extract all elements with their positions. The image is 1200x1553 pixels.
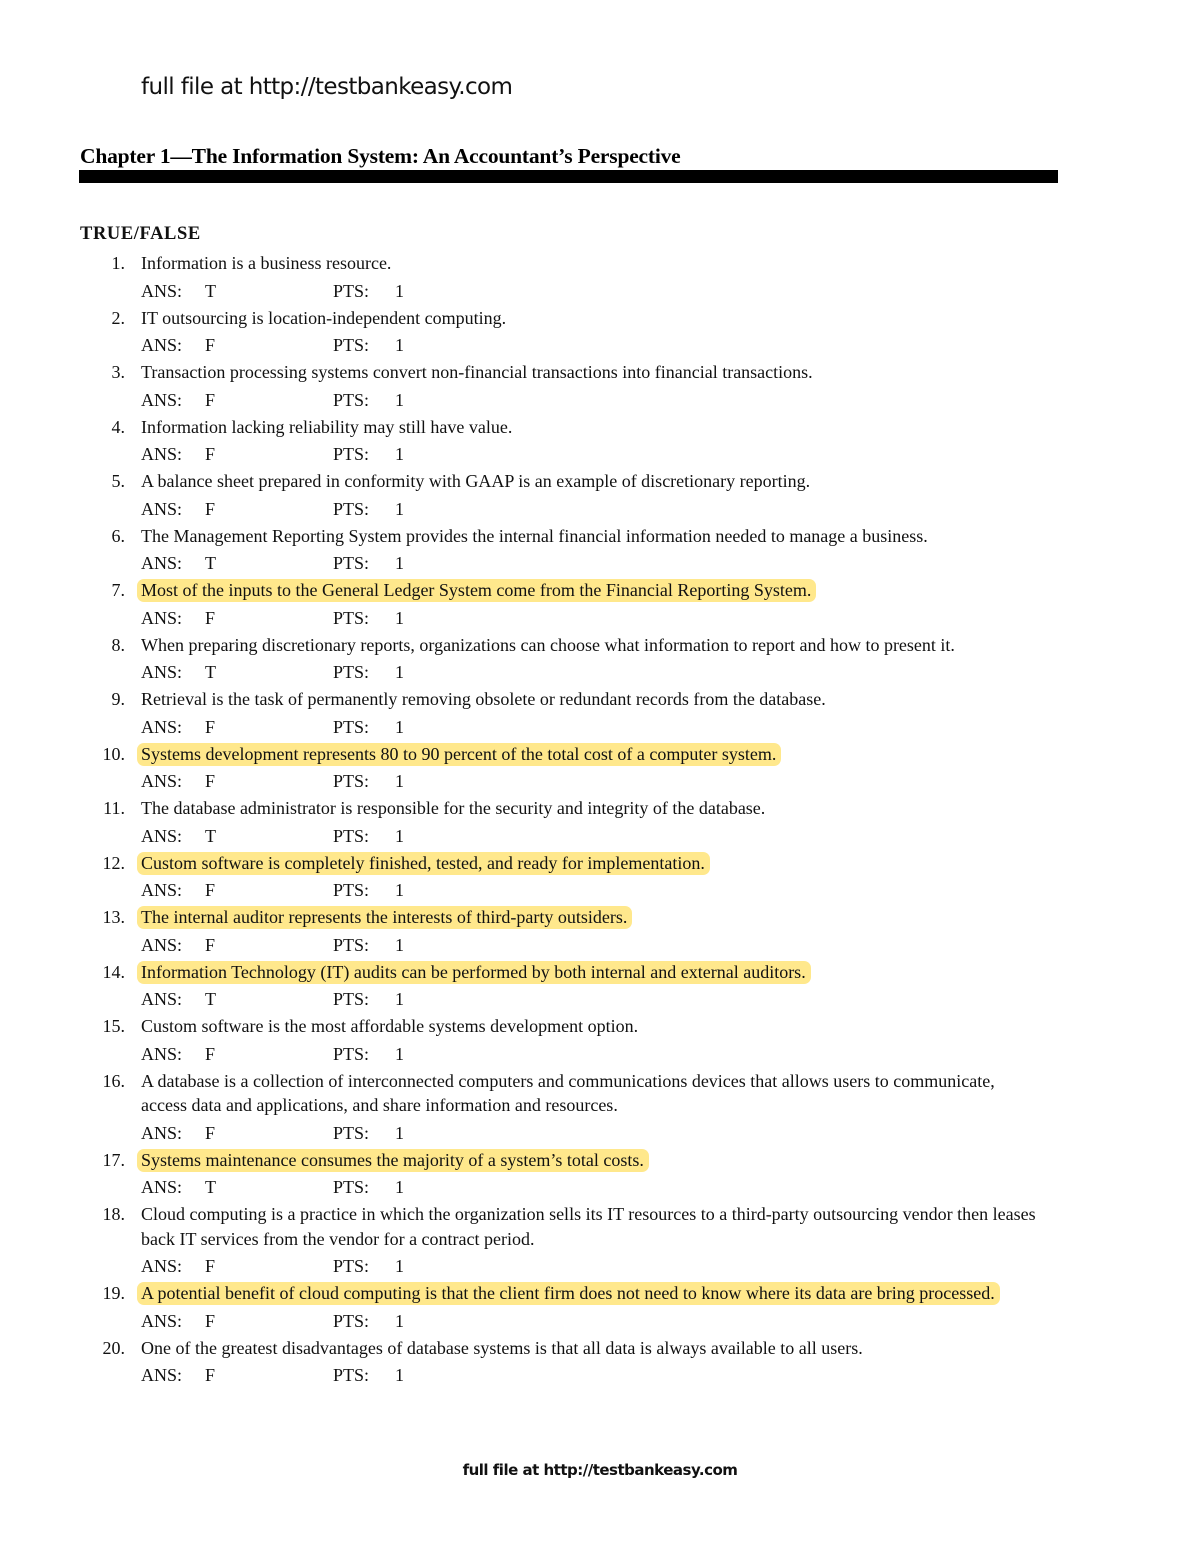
question-item-18 bbox=[0, 1202, 1200, 1281]
question-text: Transaction processing systems convert non-financial transactions into financial transactions. bbox=[141, 362, 813, 382]
question-number: 18. bbox=[102, 1204, 125, 1224]
question-item-8 bbox=[0, 633, 1200, 688]
answer-label: ANS: bbox=[141, 1310, 183, 1331]
answer-row bbox=[141, 1251, 1200, 1281]
points-label: PTS: bbox=[333, 825, 370, 846]
question-item-19 bbox=[0, 1281, 1200, 1336]
answer-value: F bbox=[205, 498, 216, 519]
points-label: PTS: bbox=[333, 280, 370, 301]
question-text: IT outsourcing is location-independent computing. bbox=[141, 307, 507, 328]
answer-row bbox=[141, 766, 1200, 796]
highlighted-text: The internal auditor represents the interests of third-party outsiders. bbox=[137, 906, 632, 929]
points-value: 1 bbox=[395, 880, 404, 900]
answer-value: T bbox=[205, 662, 216, 682]
answer-row bbox=[141, 1039, 1200, 1069]
points-value: 1 bbox=[395, 335, 404, 355]
question-number: 14. bbox=[102, 961, 125, 982]
points-label: PTS: bbox=[333, 444, 370, 464]
points-value: 1 bbox=[395, 662, 404, 682]
points-label: PTS: bbox=[333, 716, 370, 737]
points-label: PTS: bbox=[333, 553, 370, 573]
answer-value: T bbox=[205, 825, 216, 846]
answer-value: F bbox=[205, 1043, 216, 1064]
answer-row bbox=[141, 494, 1200, 524]
answer-row bbox=[141, 548, 1200, 578]
points-value: 1 bbox=[395, 989, 404, 1009]
question-text bbox=[141, 578, 1041, 603]
points-label: PTS: bbox=[333, 607, 370, 628]
question-text bbox=[141, 960, 1041, 985]
points-value: 1 bbox=[395, 607, 404, 628]
points-label: PTS: bbox=[333, 1043, 370, 1064]
answer-row bbox=[141, 984, 1200, 1014]
question-item-11 bbox=[0, 796, 1200, 851]
question-text: One of the greatest disadvantages of database systems is that all data is always available to all users. bbox=[141, 1337, 863, 1358]
question-number: 1. bbox=[111, 253, 125, 273]
answer-value: F bbox=[205, 716, 216, 737]
question-number: 5. bbox=[111, 471, 125, 491]
footer-link[interactable]: full file at http://testbankeasy.com bbox=[462, 1461, 738, 1479]
answer-value: F bbox=[205, 389, 216, 410]
points-value: 1 bbox=[395, 1122, 404, 1143]
answer-row bbox=[141, 330, 1200, 360]
answer-value: T bbox=[205, 553, 216, 573]
question-item-6 bbox=[0, 524, 1200, 579]
question-number: 20. bbox=[102, 1337, 125, 1358]
question-item-9 bbox=[0, 687, 1200, 742]
points-label: PTS: bbox=[333, 989, 370, 1009]
highlighted-text: Information Technology (IT) audits can be performed by both internal and external auditors. bbox=[137, 961, 811, 984]
highlighted-text: Custom software is completely finished, tested, and ready for implementation. bbox=[137, 852, 710, 875]
points-label: PTS: bbox=[333, 771, 370, 791]
question-item-20 bbox=[0, 1336, 1200, 1391]
question-text: When preparing discretionary reports, organizations can choose what information to report and how to present it. bbox=[141, 634, 955, 655]
answer-label: ANS: bbox=[141, 498, 183, 519]
points-value: 1 bbox=[395, 934, 404, 955]
answer-value: F bbox=[205, 444, 216, 464]
points-value: 1 bbox=[395, 553, 404, 573]
points-label: PTS: bbox=[333, 880, 370, 900]
question-number: 2. bbox=[111, 307, 125, 328]
highlighted-text: Systems development represents 80 to 90 percent of the total cost of a computer system. bbox=[137, 743, 781, 766]
answer-value: F bbox=[205, 607, 216, 628]
points-label: PTS: bbox=[333, 1177, 370, 1197]
answer-value: F bbox=[205, 934, 216, 955]
question-number: 13. bbox=[102, 907, 125, 927]
question-item-7 bbox=[0, 578, 1200, 633]
question-text bbox=[141, 742, 1041, 767]
points-label: PTS: bbox=[333, 1310, 370, 1331]
answer-value: T bbox=[205, 989, 216, 1009]
answer-value: T bbox=[205, 280, 216, 301]
question-item-14 bbox=[0, 960, 1200, 1015]
question-text bbox=[141, 905, 1041, 930]
question-number: 3. bbox=[111, 362, 125, 382]
question-number: 19. bbox=[102, 1283, 125, 1303]
answer-label: ANS: bbox=[141, 1256, 183, 1276]
answer-label: ANS: bbox=[141, 335, 183, 355]
question-item-12 bbox=[0, 851, 1200, 906]
answer-label: ANS: bbox=[141, 771, 183, 791]
highlighted-text: Systems maintenance consumes the majority of a system’s total costs. bbox=[137, 1149, 649, 1172]
question-text bbox=[141, 1148, 1041, 1173]
points-value: 1 bbox=[395, 716, 404, 737]
points-label: PTS: bbox=[333, 662, 370, 682]
answer-label: ANS: bbox=[141, 1122, 183, 1143]
answer-row bbox=[141, 1118, 1200, 1148]
question-text: Information lacking reliability may still have value. bbox=[141, 416, 513, 437]
answer-label: ANS: bbox=[141, 553, 183, 573]
question-item-15 bbox=[0, 1014, 1200, 1069]
header-link[interactable]: full file at http://testbankeasy.com bbox=[141, 74, 513, 100]
answer-row bbox=[141, 875, 1200, 905]
section-heading: TRUE/FALSE bbox=[80, 224, 201, 244]
answer-label: ANS: bbox=[141, 607, 183, 628]
question-item-4 bbox=[0, 415, 1200, 470]
answer-row bbox=[141, 657, 1200, 687]
question-item-13 bbox=[0, 905, 1200, 960]
question-text: The database administrator is responsible for the security and integrity of the database. bbox=[141, 798, 766, 818]
question-number: 10. bbox=[102, 743, 125, 764]
points-label: PTS: bbox=[333, 335, 370, 355]
answer-row bbox=[141, 1306, 1200, 1336]
answer-label: ANS: bbox=[141, 825, 183, 846]
answer-value: F bbox=[205, 1310, 216, 1331]
points-label: PTS: bbox=[333, 1365, 370, 1385]
points-label: PTS: bbox=[333, 1256, 370, 1276]
points-value: 1 bbox=[395, 389, 404, 410]
answer-value: F bbox=[205, 1256, 216, 1276]
title-rule bbox=[79, 170, 1058, 183]
question-list bbox=[0, 251, 1200, 1390]
question-number: 6. bbox=[111, 525, 125, 546]
answer-row bbox=[141, 1172, 1200, 1202]
question-number: 15. bbox=[102, 1016, 125, 1036]
answer-label: ANS: bbox=[141, 934, 183, 955]
answer-value: T bbox=[205, 1177, 216, 1197]
question-text: The Management Reporting System provides the internal financial information needed to manage a business. bbox=[141, 525, 928, 546]
points-value: 1 bbox=[395, 1043, 404, 1064]
question-number: 16. bbox=[102, 1070, 125, 1091]
answer-row bbox=[141, 439, 1200, 469]
answer-label: ANS: bbox=[141, 1043, 183, 1064]
question-item-3 bbox=[0, 360, 1200, 415]
question-text: Custom software is the most affordable systems development option. bbox=[141, 1016, 639, 1036]
answer-row bbox=[141, 1360, 1200, 1390]
answer-label: ANS: bbox=[141, 1365, 183, 1385]
question-item-5 bbox=[0, 469, 1200, 524]
answer-label: ANS: bbox=[141, 389, 183, 410]
answer-value: F bbox=[205, 1365, 216, 1385]
answer-row bbox=[141, 930, 1200, 960]
question-text: Information is a business resource. bbox=[141, 253, 392, 273]
answer-row bbox=[141, 276, 1200, 306]
chapter-title: Chapter 1—The Information System: An Accountant’s Perspective bbox=[80, 144, 681, 168]
question-number: 4. bbox=[111, 416, 125, 437]
question-number: 12. bbox=[102, 852, 125, 873]
question-number: 17. bbox=[102, 1149, 125, 1170]
answer-label: ANS: bbox=[141, 444, 183, 464]
points-value: 1 bbox=[395, 498, 404, 519]
question-number: 9. bbox=[111, 689, 125, 709]
answer-value: F bbox=[205, 880, 216, 900]
points-label: PTS: bbox=[333, 1122, 370, 1143]
answer-value: F bbox=[205, 1122, 216, 1143]
points-label: PTS: bbox=[333, 498, 370, 519]
question-item-16 bbox=[0, 1069, 1200, 1148]
points-value: 1 bbox=[395, 1256, 404, 1276]
answer-label: ANS: bbox=[141, 716, 183, 737]
highlighted-text: Most of the inputs to the General Ledger System come from the Financial Reporting System. bbox=[137, 579, 816, 602]
question-text: Cloud computing is a practice in which the organization sells its IT resources to a third-party outsourcing vendor then leases back IT services from the vendor for a contract period. bbox=[141, 1204, 1036, 1249]
answer-label: ANS: bbox=[141, 989, 183, 1009]
question-text: A balance sheet prepared in conformity with GAAP is an example of discretionary reporting. bbox=[141, 471, 811, 491]
question-number: 11. bbox=[103, 798, 125, 818]
question-text bbox=[141, 851, 1041, 876]
answer-row bbox=[141, 821, 1200, 851]
question-number: 8. bbox=[111, 634, 125, 655]
answer-row bbox=[141, 712, 1200, 742]
question-text: A database is a collection of interconnected computers and communications devices that allows users to communicate, access data and applications, and share information and resources. bbox=[141, 1070, 995, 1115]
question-number: 7. bbox=[111, 580, 125, 600]
answer-value: F bbox=[205, 335, 216, 355]
points-value: 1 bbox=[395, 280, 404, 301]
answer-row bbox=[141, 385, 1200, 415]
points-value: 1 bbox=[395, 771, 404, 791]
points-value: 1 bbox=[395, 825, 404, 846]
question-item-17 bbox=[0, 1148, 1200, 1203]
answer-label: ANS: bbox=[141, 662, 183, 682]
question-item-2 bbox=[0, 306, 1200, 361]
answer-row bbox=[141, 603, 1200, 633]
points-value: 1 bbox=[395, 1365, 404, 1385]
points-value: 1 bbox=[395, 1310, 404, 1331]
question-item-10 bbox=[0, 742, 1200, 797]
question-text: Retrieval is the task of permanently removing obsolete or redundant records from the database. bbox=[141, 689, 826, 709]
points-label: PTS: bbox=[333, 389, 370, 410]
points-value: 1 bbox=[395, 1177, 404, 1197]
points-label: PTS: bbox=[333, 934, 370, 955]
highlighted-text: A potential benefit of cloud computing is that the client firm does not need to know where its data are bring processed. bbox=[137, 1282, 1000, 1305]
answer-label: ANS: bbox=[141, 280, 183, 301]
question-text bbox=[141, 1281, 1041, 1306]
points-value: 1 bbox=[395, 444, 404, 464]
question-item-1 bbox=[0, 251, 1200, 306]
answer-label: ANS: bbox=[141, 880, 183, 900]
answer-label: ANS: bbox=[141, 1177, 183, 1197]
answer-value: F bbox=[205, 771, 216, 791]
